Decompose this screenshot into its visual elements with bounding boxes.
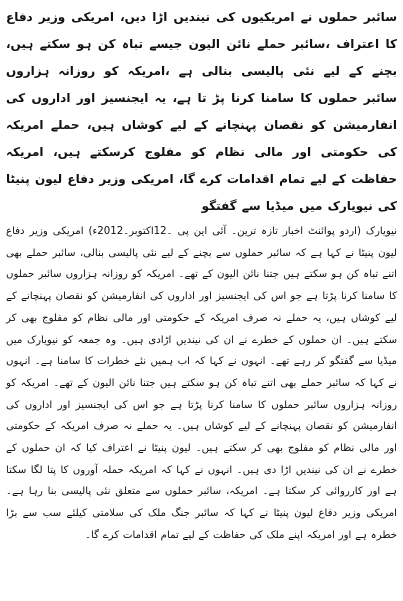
article-body: نیویارک (اردو پوائنٹ اخبار تازہ ترین۔ آئی این پی ۔12اکتوبر۔2012ء) امریکی وزیر دفاع لیون پنیٹا نے کہا ہے کہ سائبر حملوں سے بچنے کے لیے نئی پالیسی بنالی، سائبر حملے بھی اتنے تباہ کن ہو سکتے ہیں جتنا نائن الیون کے تھے۔ امریکہ کو روزانہ ہزاروں سائبر حملوں کا سامنا کرنا پڑتا ہے جو اس کی ایجنسیز اور اداروں کی انفارمیشن کو نقصان پہنچانے کے لیے کوشاں ہیں، یہ حملے نہ صرف امریکہ کے حکومتی اور مالی نظام کو مفلوج بھی کر سکتے ہیں۔ ان حملوں کے خطرے نے ان کی نیندیں اڑادی ہیں۔ وہ جمعہ کو نیویارک میں میڈیا سے گفتگو کر رہے تھے۔ انہوں نے کہا کہ اب ہمیں نئے خطرات کا سامنا ہے۔ انہوں نے کہا کہ سائبر حملے بھی اتنے تباہ کن ہو سکتے ہیں جتنا نائن الیون کے تھے۔ امریکہ کو روزانہ ہزاروں سائبر حملوں کا سامنا کرنا پڑتا ہے جو اس کی ایجنسیز اور اداروں کی انفارمیشن کو نقصان پہنچانے کے لیے کوشاں ہیں۔ یہ حملے نہ صرف امریکہ کے حکومتی اور مالی نظام کو مفلوج بھی کر سکتے ہیں۔ لیون پنیٹا نے اعتراف کیا کہ ان حملوں کے خطرے نے ان کی نیندیں اڑا دی ہیں۔ انہوں نے کہا کہ امریکہ حملہ آوروں کا پتا لگا سکتا ہے اور کارروائی کر سکتا ہے۔ امریکہ، سائبر حملوں سے متعلق نئی پالیسی بنا رہا ہے۔ امریکی وزیر دفاع لیون پنیٹا نے کہا کہ سائبر جنگ ملک کی سلامتی کیلئے سب سے بڑا خطرہ ہے اور امریکہ اپنے ملک کی حفاظت کے لیے تمام اقدامات کرے گا۔	[6, 226, 397, 541]
article-headline: سائبر حملوں نے امریکیوں کی نیندیں اڑا دیں، امریکی وزیر دفاع کا اعتراف ،سائبر حملے نائن الیون جیسے تباہ کن ہو سکتے ہیں، بچنے کے لیے نئی پالیسی بنالی ہے ،امریکہ کو روزانہ ہزاروں سائبر حملوں کا سامنا کرنا پڑ تا ہے، یہ ایجنسیز اور اداروں کی انفارمیشن کو نقصان پہنچانے کے لیے کوشاں ہیں، حملے امریکہ کی حکومتی اور مالی نظام کو مفلوج کرسکتے ہیں، امریکہ حفاظت کے لیے تمام اقدامات کرے گا، امریکی وزیر دفاع لیون پنیٹا کی نیویارک میں میڈیا سے گفتگو	[6, 10, 397, 213]
